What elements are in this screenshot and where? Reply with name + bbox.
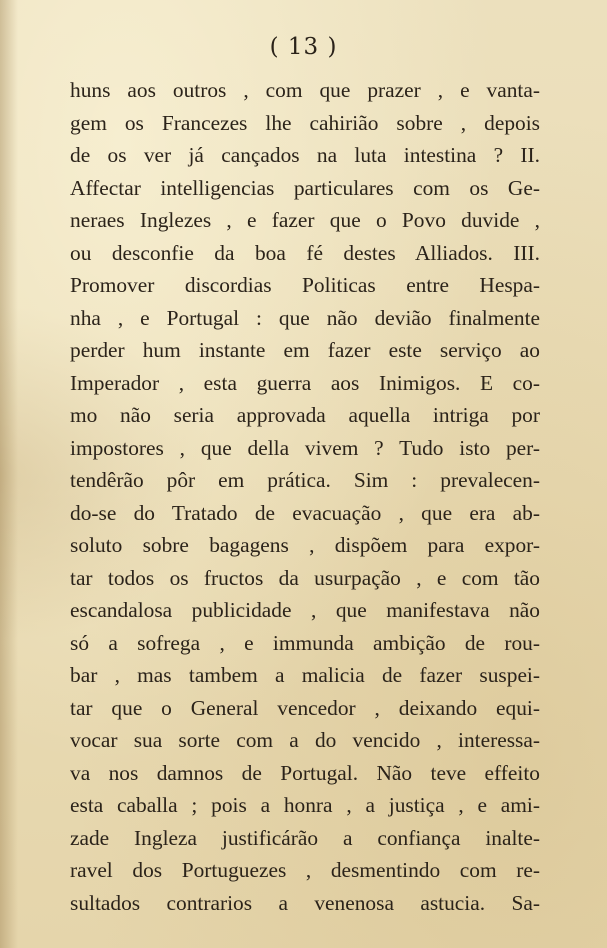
text-line: gem os Francezes lhe cahirião sobre , depois [70,110,540,135]
text-line: vocar sua sorte com a do vencido , interessa- [70,728,540,752]
text-line: Imperador , esta guerra aos Inimigos. E co- [70,370,540,395]
text-line: zade Ingleza justificárão a confiança inalte- [70,825,540,850]
text-line: ravel dos Portuguezes , desmentindo com re- [70,858,540,882]
text-line: soluto sobre bagagens , dispõem para expor- [70,533,540,557]
text-line: mo não seria approvada aquella intriga por [70,403,540,427]
text-line: nha , e Portugal : que não devião finalmente [70,305,540,330]
page-number: ( 13 ) [269,34,338,60]
text-line: esta caballa ; pois a honra , a justiça , e ami- [70,793,540,817]
text-line: de os ver já cançados na luta intestina ? II. [70,143,540,167]
text-line: sultados contrarios a venenosa astucia. Sa- [70,890,540,915]
text-line: impostores , que della vivem ? Tudo isto per- [70,435,540,460]
text-line: tar todos os fructos da usurpação , e com tão [70,565,540,590]
text-line: huns aos outros , com que prazer , e vanta- [70,78,540,102]
text-line: escandalosa publicidade , que manifestava não [70,598,540,622]
text-line: perder hum instante em fazer este serviço ao [70,338,540,362]
text-line: va nos damnos de Portugal. Não teve effeito [70,760,540,785]
text-line: do-se do Tratado de evacuação , que era ab- [70,500,540,525]
text-line: Affectar intelligencias particulares com os Ge- [70,175,540,200]
text-line: só a sofrega , e immunda ambição de rou- [70,630,540,655]
binding-shadow [0,0,18,948]
text-line: bar , mas tambem a malicia de fazer suspei- [70,663,540,687]
text-line: neraes Inglezes , e fazer que o Povo duvide , [70,208,540,232]
text-line: tar que o General vencedor , deixando equi- [70,695,540,720]
text-line: Promover discordias Politicas entre Hespa- [70,273,540,297]
text-line: tendêrão pôr em prática. Sim : prevalecen- [70,468,540,492]
body-text [70,74,540,919]
text-line: ou desconfie da boa fé destes Alliados. III. [70,240,540,265]
